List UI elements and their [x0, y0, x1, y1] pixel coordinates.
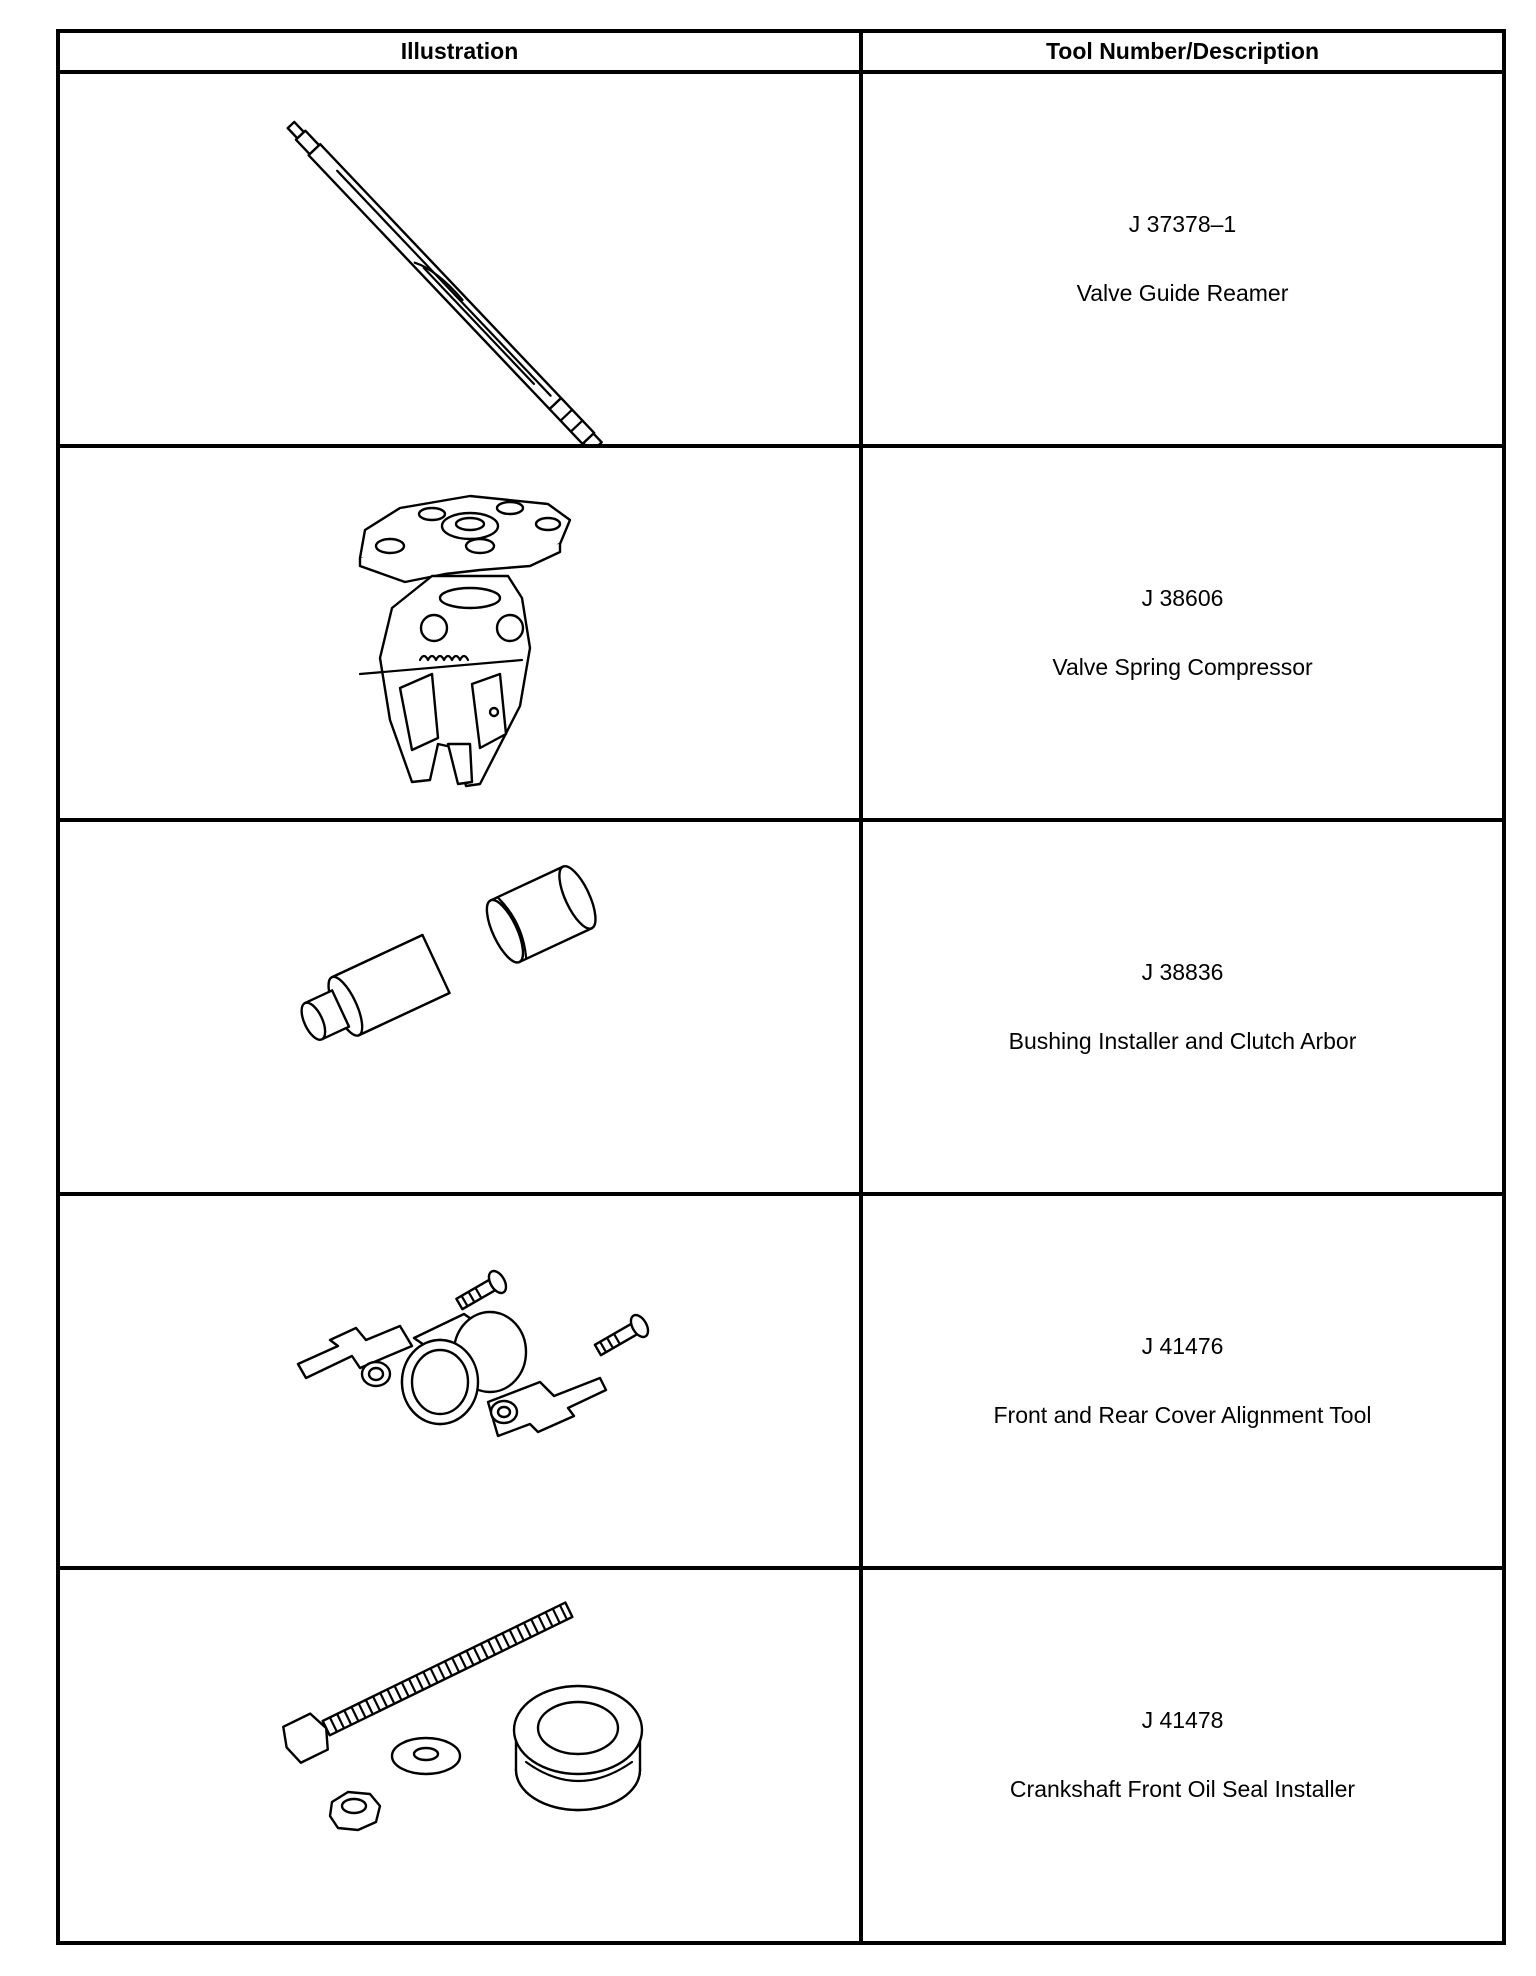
tool-number: J 41478 [1141, 1707, 1224, 1733]
tool-number: J 37378–1 [1128, 211, 1237, 237]
tool-description-cell [863, 822, 1502, 1192]
tool-name: Bushing Installer and Clutch Arbor [1008, 1028, 1357, 1054]
header-tool-number-description: Tool Number/Description [1045, 38, 1320, 64]
table-row [60, 448, 1502, 822]
table-row [60, 74, 1502, 448]
bushing-installer-illustration [60, 822, 859, 1192]
oil-seal-installer-illustration [60, 1570, 859, 1940]
table-row [60, 1196, 1502, 1570]
header-illustration: Illustration [400, 38, 519, 64]
cover-alignment-tool-illustration [60, 1196, 859, 1566]
tool-name: Crankshaft Front Oil Seal Installer [1009, 1776, 1356, 1802]
table-row [60, 822, 1502, 1196]
tool-name: Valve Guide Reamer [1076, 280, 1289, 306]
special-tools-table [56, 29, 1506, 1945]
table-row [60, 1570, 1502, 1944]
tool-description-cell [863, 448, 1502, 818]
tool-number: J 38606 [1141, 585, 1224, 611]
tool-description-cell [863, 1570, 1502, 1940]
tool-name: Valve Spring Compressor [1052, 654, 1313, 680]
tool-name: Front and Rear Cover Alignment Tool [993, 1402, 1372, 1428]
tool-number: J 38836 [1141, 959, 1224, 985]
tool-description-cell [863, 74, 1502, 444]
valve-guide-reamer-illustration [60, 74, 859, 444]
valve-spring-compressor-illustration [60, 448, 859, 818]
table-header-row [60, 33, 1502, 74]
tool-description-cell [863, 1196, 1502, 1566]
tool-number: J 41476 [1141, 1333, 1224, 1359]
